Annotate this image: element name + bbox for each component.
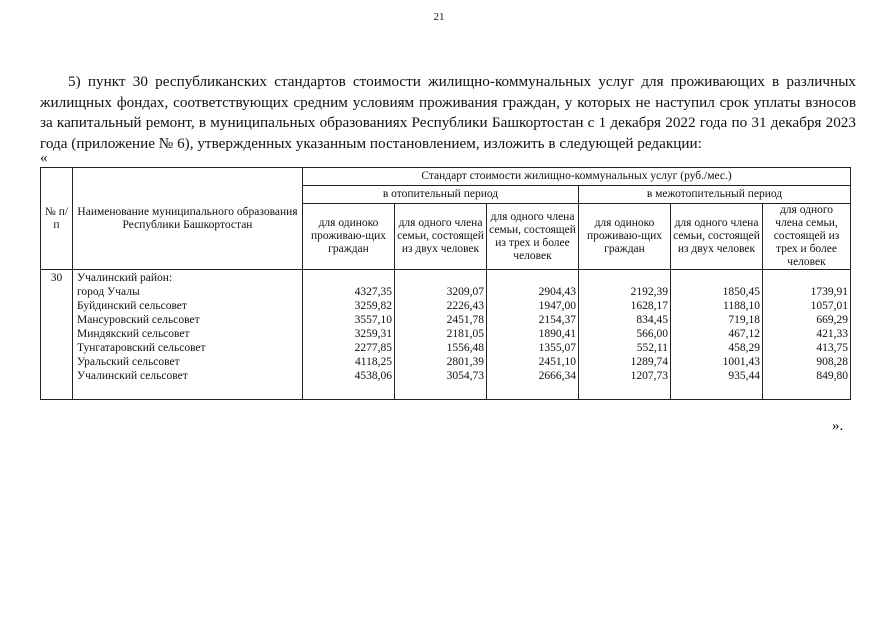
cell-value: 849,80	[816, 370, 849, 382]
cell-value: 3259,31	[354, 328, 392, 340]
cell-value: 2154,37	[538, 314, 576, 326]
header-col-two-non-heating: для одного члена семьи, состоящей из двух человек	[671, 204, 763, 270]
cell-value: 421,33	[816, 328, 849, 340]
district-name: Учалинский район:	[77, 272, 173, 284]
values-col-4	[579, 270, 671, 400]
cell-value: 2666,34	[538, 370, 576, 382]
cell-value: 1188,10	[723, 300, 760, 312]
cell-value: 2277,85	[354, 342, 392, 354]
cell-value: 1628,17	[630, 300, 668, 312]
header-heating-period: в отопительный период	[303, 186, 579, 204]
header-col-single-non-heating: для одиноко проживаю-щих граждан	[579, 204, 671, 270]
municipality-name: Буйдинский сельсовет	[77, 300, 187, 312]
municipality-name: Миндякский сельсовет	[77, 328, 190, 340]
table-row	[41, 270, 851, 400]
values-col-6	[763, 270, 851, 400]
values-col-5	[671, 270, 763, 400]
cell-value: 3209,07	[446, 286, 484, 298]
cell-value: 2181,05	[446, 328, 484, 340]
row-number: 30	[41, 270, 73, 400]
cell-value: 4327,35	[354, 286, 392, 298]
cell-value: 1556,48	[446, 342, 484, 354]
cell-value: 413,75	[816, 342, 849, 354]
municipality-name: город Учалы	[77, 286, 140, 298]
closing-quote: ».	[832, 418, 844, 434]
header-number: № п/п	[41, 168, 73, 270]
cell-value: 1739,91	[810, 286, 849, 298]
cell-value: 467,12	[728, 328, 760, 340]
header-col-two-heating: для одного члена семьи, состоящей из двух человек	[395, 204, 487, 270]
municipality-name: Учалинский сельсовет	[77, 370, 188, 382]
header-standard: Стандарт стоимости жилищно-коммунальных услуг (руб./мес.)	[303, 168, 851, 186]
cell-value: 566,00	[636, 328, 668, 340]
municipality-name: Тунгатаровский сельсовет	[77, 342, 206, 354]
municipality-name: Уральский сельсовет	[77, 356, 180, 368]
cell-value: 834,45	[636, 314, 668, 326]
header-non-heating-period: в межотопительный период	[579, 186, 851, 204]
cell-value: 1057,01	[810, 300, 849, 312]
cell-value: 669,29	[816, 314, 849, 326]
cell-value: 1001,43	[722, 356, 760, 368]
cell-value: 1890,41	[538, 328, 576, 340]
cell-value: 4538,06	[354, 370, 392, 382]
cell-value: 3557,10	[354, 314, 392, 326]
values-col-2	[395, 270, 487, 400]
cell-value: 1947,00	[538, 300, 576, 312]
values-col-1	[303, 270, 395, 400]
opening-quote: «	[40, 150, 48, 166]
cell-value: 719,18	[728, 314, 760, 326]
page-number: 21	[433, 11, 445, 23]
cell-value: 552,11	[636, 342, 668, 354]
cell-value: 2451,78	[446, 314, 484, 326]
cell-value: 3259,82	[354, 300, 392, 312]
cell-value: 935,44	[728, 370, 760, 382]
header-col-three-heating: для одного члена семьи, состоящей из трех и более человек	[487, 204, 579, 270]
cell-value: 2192,39	[630, 286, 668, 298]
cell-value: 2904,43	[538, 286, 576, 298]
cell-value: 2226,43	[446, 300, 484, 312]
amendment-paragraph: 5) пункт 30 республиканских стандартов стоимости жилищно-коммунальных услуг для проживающих в различных жилищных фондах, соответствующих средним условиям проживания граждан, у которых не наступил срок уплаты взносов за капитальный ремонт, в муниципальных образованиях Республики Башкортостан с 1 декабря 2022 года по 31 декабря 2023 года (приложение № 6), утвержденных указанным постановлением, изложить в следующей редакции:	[40, 73, 856, 152]
cell-value: 3054,73	[446, 370, 484, 382]
header-col-single-heating: для одиноко проживаю-щих граждан	[303, 204, 395, 270]
cell-value: 2801,39	[446, 356, 484, 368]
cell-value: 1355,07	[538, 342, 576, 354]
cell-value: 1850,45	[722, 286, 760, 298]
municipality-names	[73, 270, 303, 400]
header-municipality: Наименование муниципального образования Республики Башкортостан	[73, 168, 303, 270]
cell-value: 458,29	[728, 342, 760, 354]
header-col-three-non-heating: для одного члена семьи, состоящей из трех и более человек	[763, 204, 851, 270]
cell-value: 908,28	[816, 356, 849, 368]
cell-value: 4118,25	[355, 356, 392, 368]
municipality-name: Мансуровский сельсовет	[77, 314, 200, 326]
values-col-3	[487, 270, 579, 400]
cell-value: 1289,74	[630, 356, 668, 368]
standards-table	[40, 167, 851, 400]
cell-value: 2451,10	[538, 356, 576, 368]
cell-value: 1207,73	[630, 370, 668, 382]
